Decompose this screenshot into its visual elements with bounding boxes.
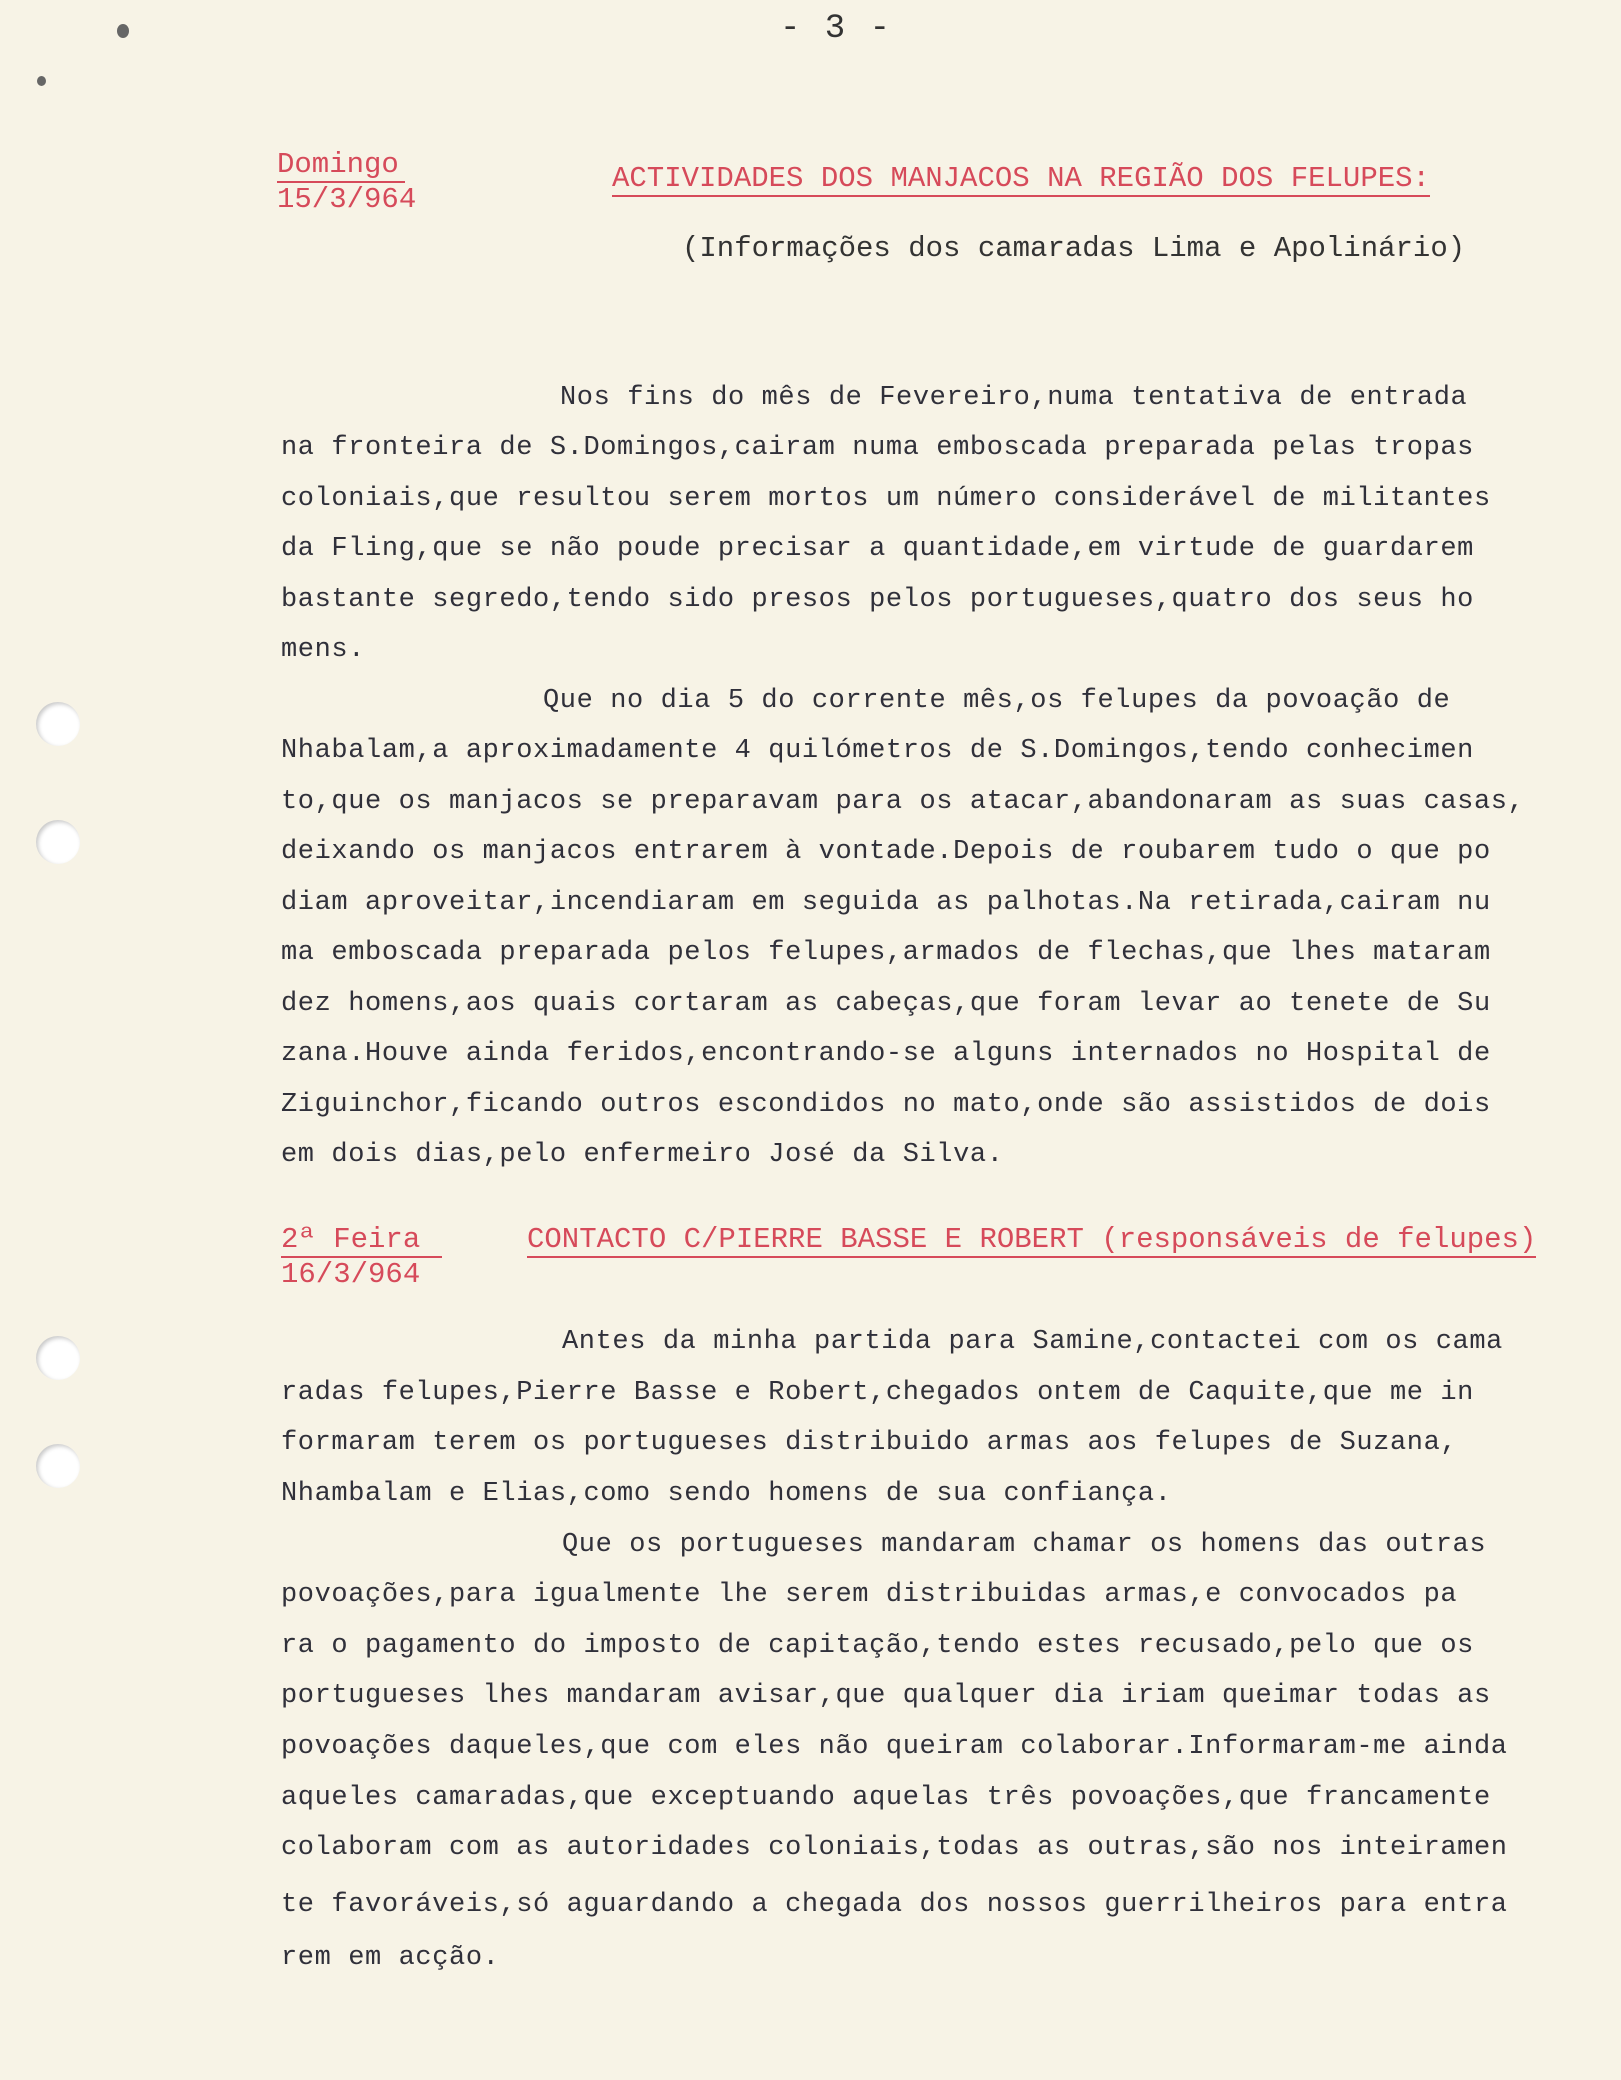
text-line: da Fling,que se não poude precisar a quantidade,em virtude de guardarem <box>281 534 1474 564</box>
text-line: Ziguinchor,ficando outros escondidos no mato,onde são assistidos de dois <box>281 1090 1491 1120</box>
text-line: Que no dia 5 do corrente mês,os felupes da povoação de <box>543 686 1451 716</box>
text-line: Nos fins do mês de Fevereiro,numa tentativa de entrada <box>560 383 1468 413</box>
text-line: to,que os manjacos se preparavam para os atacar,abandonaram as suas casas, <box>281 787 1525 817</box>
text-line: rem em acção. <box>281 1943 500 1973</box>
page-number: - 3 - <box>780 10 893 48</box>
text-line: te favoráveis,só aguardando a chegada dos nossos guerrilheiros para entra <box>281 1890 1508 1920</box>
text-line: deixando os manjacos entrarem à vontade.Depois de roubarem tudo o que po <box>281 837 1491 867</box>
text-line: portugueses lhes mandaram avisar,que qualquer dia iriam queimar todas as <box>281 1681 1491 1711</box>
text-line: ma emboscada preparada pelos felupes,armados de flechas,que lhes mataram <box>281 938 1491 968</box>
entry-date-value: 15/3/964 <box>277 183 417 216</box>
text-line: ra o pagamento do imposto de capitação,tendo estes recusado,pelo que os <box>281 1631 1474 1661</box>
text-line: Antes da minha partida para Samine,contactei com os cama <box>562 1327 1503 1357</box>
punch-hole <box>36 702 80 746</box>
text-line: mens. <box>281 635 366 665</box>
text-line: na fronteira de S.Domingos,cairam numa emboscada preparada pelas tropas <box>281 433 1474 463</box>
entry-date <box>277 148 416 216</box>
section-heading-text: CONTACTO C/PIERRE BASSE E ROBERT (responsáveis de felupes) <box>527 1223 1537 1256</box>
text-line: aqueles camaradas,que exceptuando aquelas três povoações,que francamente <box>281 1783 1491 1813</box>
entry-date <box>281 1223 442 1291</box>
text-line: Nhabalam,a aproximadamente 4 quilómetros de S.Domingos,tendo conhecimen <box>281 736 1474 766</box>
ink-spot <box>117 24 129 38</box>
text-line: formaram terem os portugueses distribuido armas aos felupes de Suzana, <box>281 1428 1458 1458</box>
punch-hole <box>36 1336 80 1380</box>
section-heading <box>612 162 1430 195</box>
text-line: em dois dias,pelo enfermeiro José da Silva. <box>281 1140 1004 1170</box>
text-line: colaboram com as autoridades coloniais,todas as outras,são nos inteiramen <box>281 1833 1508 1863</box>
text-line: bastante segredo,tendo sido presos pelos portugueses,quatro dos seus ho <box>281 585 1474 615</box>
ink-spot <box>37 76 46 86</box>
text-line: Nhambalam e Elias,como sendo homens de sua confiança. <box>281 1479 1172 1509</box>
section-heading <box>527 1223 1536 1256</box>
text-line: diam aproveitar,incendiaram em seguida as palhotas.Na retirada,cairam nu <box>281 888 1491 918</box>
text-line: zana.Houve ainda feridos,encontrando-se alguns internados no Hospital de <box>281 1039 1491 1069</box>
text-line: dez homens,aos quais cortaram as cabeças,que foram levar ao tenete de Su <box>281 989 1491 1019</box>
text-line: povoações,para igualmente lhe serem distribuidas armas,e convocados pa <box>281 1580 1458 1610</box>
entry-weekday: Domingo <box>277 148 405 183</box>
punch-hole <box>36 820 80 864</box>
text-line: radas felupes,Pierre Basse e Robert,chegados ontem de Caquite,que me in <box>281 1378 1474 1408</box>
text-line: Que os portugueses mandaram chamar os homens das outras <box>562 1530 1487 1560</box>
entry-date-value: 16/3/964 <box>281 1258 421 1291</box>
entry-weekday: 2ª Feira <box>281 1223 442 1258</box>
text-line: povoações daqueles,que com eles não queiram colaborar.Informaram-me ainda <box>281 1732 1508 1762</box>
punch-hole <box>36 1444 80 1488</box>
section-subtitle: (Informações dos camaradas Lima e Apolinário) <box>682 232 1466 265</box>
text-line: coloniais,que resultou serem mortos um número considerável de militantes <box>281 484 1491 514</box>
section-heading-text: ACTIVIDADES DOS MANJACOS NA REGIÃO DOS FELUPES: <box>612 162 1430 195</box>
